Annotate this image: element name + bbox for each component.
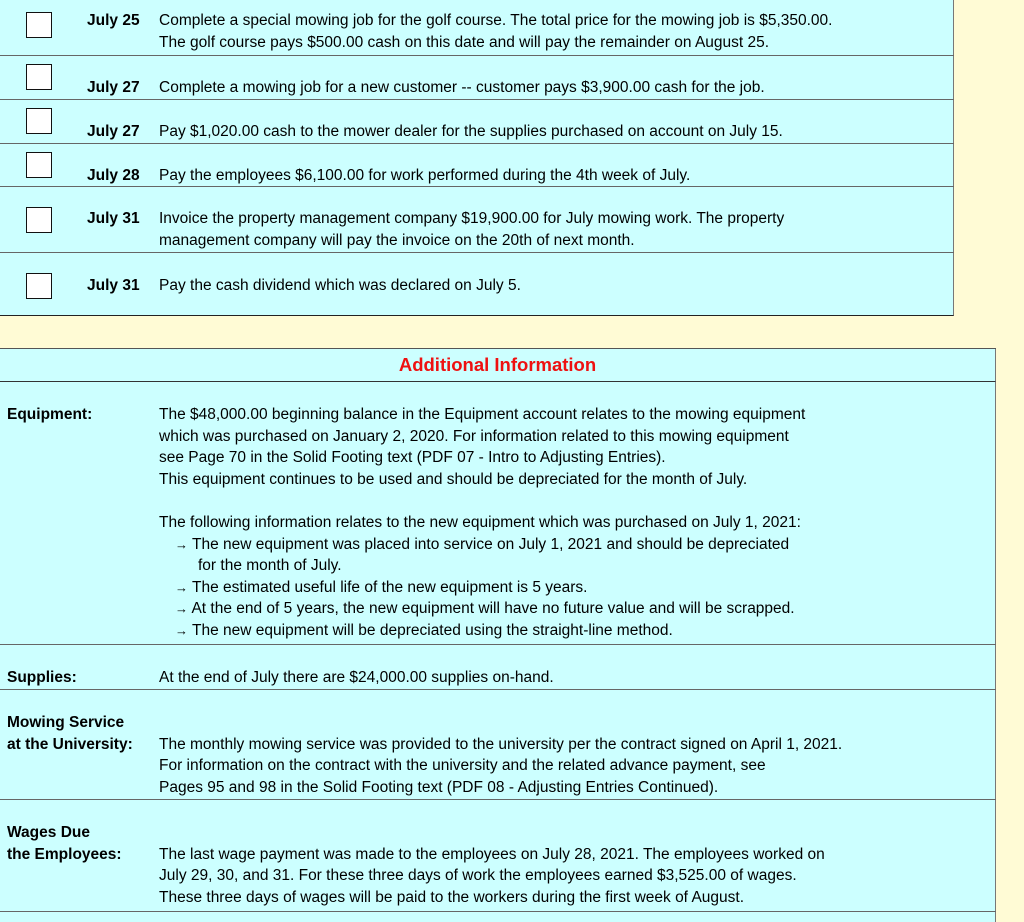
wages-text: The last wage payment was made to the employees on July 28, 2021. The employees worked on July 29, 30, and 31. For these three days of work the employees earned $3,525.00 of wages. These three days of wages will be paid to the workers during the first week of August.: [159, 845, 825, 906]
additional-info-panel: [0, 348, 1024, 922]
transaction-row: [0, 187, 954, 253]
mowing-service-section: [0, 690, 996, 800]
arrow-right-icon: →: [175, 579, 188, 595]
equipment-text: The $48,000.00 beginning balance in the Equipment account relates to the mowing equipment which was purchased on January 2, 2020. For information related to this mowing equipment see Page 70 in the Solid Footing text (PDF 07 - Intro to Adjusting Entries). This equipment continues to be used and should be depreciated for the month of July. The following information relates to the new equipment which was purchased on July 1, 2021: → The new equipment was placed into service on July 1, 2021 and should be depreciated for the month of July. → The estimated useful life of the new equipment is 5 years. → At the end of 5 years, the new equipment will have no future value and will be scrapped. → The new equipment will be depreciated using the straight-line method.: [159, 404, 979, 641]
transaction-date: July 31: [87, 210, 140, 227]
equipment-bullet: → The new equipment was placed into service on July 1, 2021 and should be depreciated: [175, 535, 790, 553]
arrow-right-icon: →: [175, 601, 188, 616]
transaction-checkbox[interactable]: [26, 108, 52, 134]
arrow-right-icon: →: [175, 622, 188, 638]
right-margin: [996, 348, 1024, 922]
arrow-right-icon: →: [175, 536, 188, 552]
transaction-checkbox[interactable]: [26, 12, 52, 38]
transaction-row: [0, 56, 954, 100]
transaction-description: Pay the cash dividend which was declared on July 5.: [159, 277, 521, 294]
transaction-checkbox[interactable]: [26, 273, 52, 299]
transaction-checkbox[interactable]: [26, 152, 52, 178]
wages-label: Wages Due the Employees:: [7, 824, 122, 863]
transaction-description: Invoice the property management company $19,900.00 for July mowing work. The property management company will pay the invoice on the 20th of next month.: [159, 210, 785, 249]
equipment-section: [0, 382, 996, 645]
transaction-date: July 31: [87, 277, 140, 294]
transaction-checkbox[interactable]: [26, 207, 52, 233]
additional-info-title: Additional Information: [0, 349, 996, 382]
equipment-label: Equipment:: [7, 406, 93, 423]
equipment-bullet: → The estimated useful life of the new equipment is 5 years.: [175, 578, 588, 596]
mowing-service-label: Mowing Service at the University:: [7, 714, 133, 753]
transaction-date: July 27: [87, 123, 140, 140]
mowing-service-text: The monthly mowing service was provided to the university per the contract signed on April 1, 2021. For information on the contract with the university and the related advance payment, see Pages 95 and 98 in the Solid Footing text (PDF 08 - Adjusting Entries Continued).: [159, 735, 843, 796]
transaction-description: Pay the employees $6,100.00 for work performed during the 4th week of July.: [159, 167, 691, 184]
supplies-section: [0, 645, 996, 690]
transaction-date: July 27: [87, 79, 140, 96]
transaction-description: Complete a mowing job for a new customer -- customer pays $3,900.00 cash for the job.: [159, 79, 765, 96]
supplies-label: Supplies:: [7, 669, 77, 686]
wages-section: [0, 800, 996, 912]
transaction-row: [0, 144, 954, 187]
transaction-row: [0, 253, 954, 315]
transaction-checkbox[interactable]: [26, 64, 52, 90]
equipment-bullet: → At the end of 5 years, the new equipment will have no future value and will be scrapped.: [175, 600, 795, 617]
transaction-date: July 28: [87, 167, 140, 184]
equipment-bullet: → The new equipment will be depreciated using the straight-line method.: [175, 621, 673, 639]
transaction-row: [0, 0, 954, 56]
transaction-date: July 25: [87, 12, 140, 29]
transactions-panel: [0, 0, 954, 316]
supplies-text: At the end of July there are $24,000.00 supplies on-hand.: [159, 669, 554, 686]
transaction-row: [0, 100, 954, 144]
transaction-description: Complete a special mowing job for the golf course. The total price for the mowing job is $5,350.00. The golf course pays $500.00 cash on this date and will pay the remainder on August 25.: [159, 12, 833, 51]
transaction-description: Pay $1,020.00 cash to the mower dealer for the supplies purchased on account on July 15.: [159, 123, 783, 140]
additional-info-body: [0, 382, 996, 922]
